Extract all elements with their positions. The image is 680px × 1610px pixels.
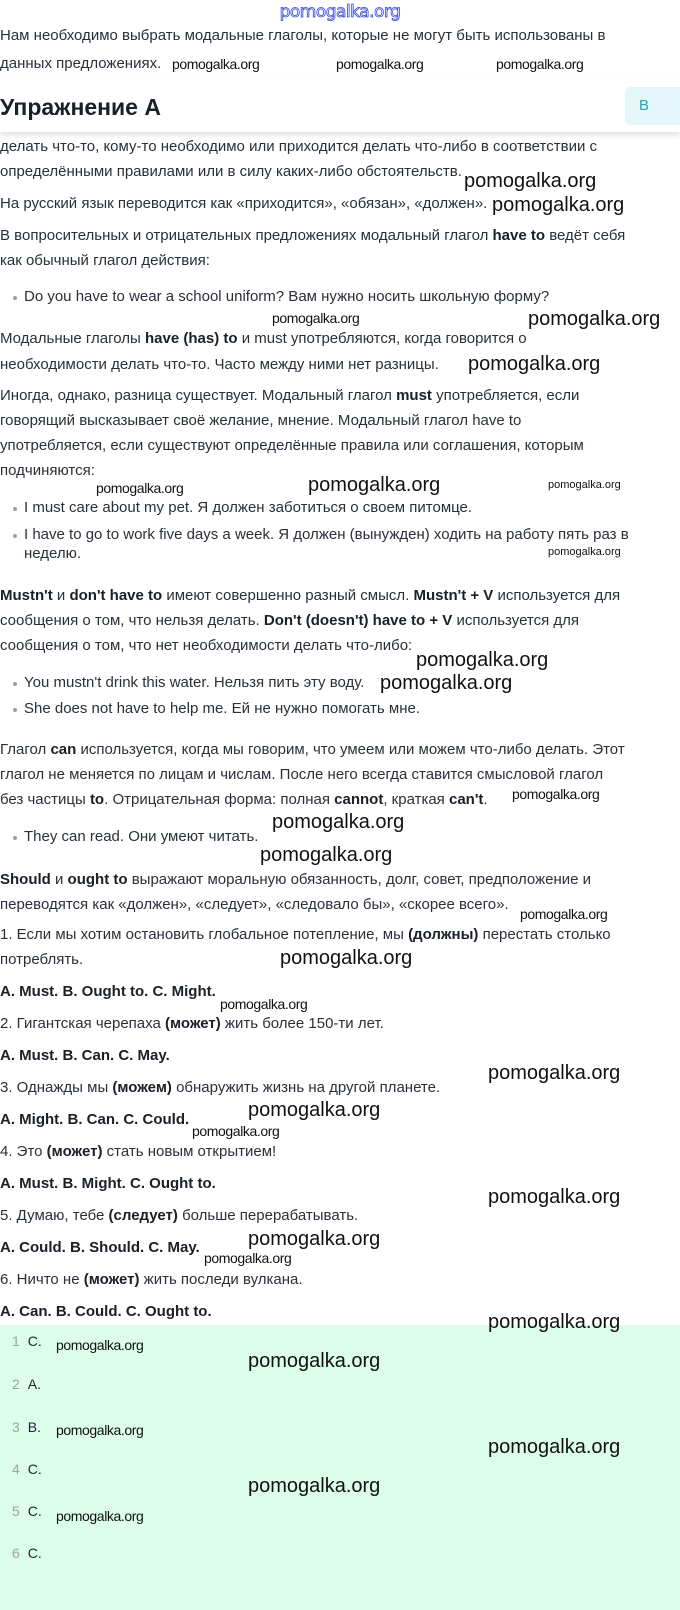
bold-text: don't have to [69, 587, 163, 604]
text: She does not have to help me. Ей не нужно помогать мне. [24, 700, 420, 717]
text: Do you have to wear a school uniform? Вам нужно носить школьную форму? [24, 288, 550, 305]
answer-item [12, 1332, 42, 1350]
intro-line: данных предложениях. [0, 55, 162, 72]
bold-text: cannot [334, 791, 384, 808]
bold-text: can [50, 741, 77, 758]
text: I must care about my pet. Я должен заботиться о своем питомце. [24, 499, 473, 516]
watermark: pomogalka.org [220, 996, 308, 1012]
text: сообщения о том, что нет необходимости делать что-либо: [0, 637, 413, 654]
text: используется для [452, 612, 580, 629]
watermark: pomogalka.org [512, 786, 600, 802]
text: потреблять. [0, 951, 84, 968]
text-line [0, 251, 210, 271]
answer-text: C. [27, 1333, 42, 1349]
text: имеют совершенно разный смысл. [162, 587, 414, 604]
watermark: pomogalka.org [528, 308, 661, 330]
bold-text: can't [448, 791, 484, 808]
bold-text: (должны) [408, 926, 479, 943]
text: употребляется, если существуют определённые правила или соглашения, которым [0, 437, 584, 454]
watermark: pomogalka.org [56, 1422, 144, 1438]
bold-text: A. Must. B. Can. C. May. [0, 1047, 170, 1064]
text: жить более 150-ти лет. [220, 1015, 384, 1032]
text-line [0, 950, 83, 970]
answer-item [12, 1544, 42, 1562]
text: Модальные глаголы [0, 330, 146, 347]
bold-text: ought to [67, 871, 128, 888]
text: . Отрицательная форма: полная [104, 791, 335, 808]
watermark: pomogalka.org [56, 1508, 144, 1524]
text: сообщения о том, что нельзя делать. [0, 612, 264, 629]
answer-text: C. [27, 1545, 42, 1561]
text: используется для [493, 587, 621, 604]
watermark: pomogalka.org [260, 844, 393, 866]
text-line [0, 461, 95, 481]
text-line [0, 1206, 358, 1226]
watermark: pomogalka.org [488, 1436, 621, 1458]
answer-item [12, 1460, 42, 1478]
text: и [52, 587, 70, 604]
text: переводятся как «должен», «следует», «следовало бы», «скорее всего». [0, 896, 509, 913]
bold-text: (может) [164, 1015, 221, 1032]
bullet-item [24, 673, 364, 693]
text: без частицы [0, 791, 90, 808]
answer-number: 6 [12, 1545, 20, 1561]
text: обнаружить жизнь на другой планете. [171, 1079, 441, 1096]
text-line [0, 1046, 170, 1066]
text-line [0, 1014, 384, 1034]
text-line [0, 194, 487, 214]
watermark: pomogalka.org [464, 170, 597, 192]
answer-number: 5 [12, 1503, 20, 1519]
bold-text: Mustn't + V [413, 587, 494, 604]
bold-text: (следует) [108, 1207, 178, 1224]
text: используется, когда мы говорим, что умеем или можем что-либо делать. Этот [76, 741, 625, 758]
text: 4. Это [0, 1143, 47, 1160]
bold-text: Should [0, 871, 51, 888]
watermark: pomogalka.org [280, 947, 413, 969]
text-line [0, 1302, 212, 1322]
watermark: pomogalka.org [336, 56, 424, 72]
bullet-item [24, 287, 549, 307]
bold-text: (можем) [112, 1079, 172, 1096]
text: неделю. [24, 545, 82, 562]
watermark: pomogalka.org [548, 546, 621, 558]
answer-item [12, 1375, 41, 1393]
bullet-item [24, 699, 420, 719]
watermark: pomogalka.org [488, 1062, 621, 1084]
watermark: pomogalka.org [520, 906, 608, 922]
text: употребляется, если [431, 387, 580, 404]
watermark: pomogalka.org [248, 1228, 381, 1250]
text-line [0, 436, 584, 456]
bold-text: to [89, 791, 105, 808]
watermark: pomogalka.org [496, 56, 584, 72]
text-line [0, 1174, 216, 1194]
watermark: pomogalka.org [56, 1337, 144, 1353]
answer-text: C. [27, 1461, 42, 1477]
watermark: pomogalka.org [492, 194, 625, 216]
text-line [0, 1078, 440, 1098]
bullet-item [24, 498, 472, 518]
text-line [0, 925, 611, 945]
bold-text: A. Can. B. Could. C. Ought to. [0, 1303, 212, 1320]
text-line [0, 611, 579, 631]
bold-text: have (has) to [145, 330, 238, 347]
bold-text: have to [492, 227, 546, 244]
text-line [24, 544, 81, 564]
text-line [0, 982, 216, 1002]
text: Глагол [0, 741, 51, 758]
text: . [483, 791, 488, 808]
bold-text: A. Could. B. Should. C. May. [0, 1239, 200, 1256]
text: You mustn't drink this water. Нельзя пить эту воду. [24, 674, 365, 691]
bold-text: A. Might. B. Can. C. Could. [0, 1111, 190, 1128]
answer-item [12, 1502, 42, 1520]
bullet-item [24, 827, 258, 847]
answer-item [12, 1418, 41, 1436]
text-line [0, 329, 527, 349]
bold-text: Don't (doesn't) have to + V [263, 612, 453, 629]
text: и [50, 871, 68, 888]
text: 1. Если мы хотим остановить глобальное потепление, мы [0, 926, 409, 943]
text-line [0, 636, 412, 656]
watermark: pomogalka.org [248, 1099, 381, 1121]
text-line [0, 386, 579, 406]
text-line [0, 1238, 200, 1258]
watermark: pomogalka.org [488, 1186, 621, 1208]
watermark: pomogalka.org [272, 811, 405, 833]
text: ведёт себя [545, 227, 626, 244]
watermark: pomogalka.org [172, 56, 260, 72]
watermark: pomogalka.org [548, 479, 621, 491]
text-line [0, 1142, 276, 1162]
watermark: pomogalka.org [248, 1350, 381, 1372]
text-line [0, 1270, 303, 1290]
text: В вопросительных и отрицательных предложениях модальный глагол [0, 227, 493, 244]
sticky-header [0, 80, 680, 132]
answer-number: 2 [12, 1376, 20, 1392]
text: перестать столько [478, 926, 611, 943]
text: делать что-то, кому-то необходимо или приходится делать что-либо в соответствии с [0, 138, 597, 155]
text: Иногда, однако, разница существует. Модальный глагол [0, 387, 397, 404]
answer-number: 1 [12, 1333, 20, 1349]
text-line [0, 765, 603, 785]
text: выражают моральную обязанность, долг, совет, предположение и [127, 871, 592, 888]
watermark: pomogalka.org [380, 672, 513, 694]
watermark: pomogalka.org [308, 474, 441, 496]
watermark: pomogalka.org [96, 480, 184, 496]
watermark: pomogalka.org [468, 353, 601, 375]
bold-text: (может) [83, 1271, 140, 1288]
text-line [0, 411, 521, 431]
answer-text: C. [27, 1503, 42, 1519]
text-line [0, 790, 488, 810]
text-line [0, 162, 462, 182]
text-line [0, 355, 439, 375]
text: 2. Гигантская черепаха [0, 1015, 165, 1032]
bold-text: A. Must. B. Ought to. C. Might. [0, 983, 216, 1000]
answer-text: A. [27, 1376, 42, 1392]
page-title: Упражнение А [0, 94, 161, 120]
watermark: pomogalka.org [272, 310, 360, 326]
watermark: pomogalka.org [488, 1311, 621, 1333]
text: глагол не меняется по лицам и числам. После него всегда ставится смысловой глагол [0, 766, 604, 783]
site-watermark: pomogalka.org [279, 2, 401, 22]
bold-text: (может) [46, 1143, 103, 1160]
text-line [0, 870, 591, 890]
watermark: pomogalka.org [204, 1250, 292, 1266]
intro-line: Нам необходимо выбрать модальные глаголы, которые не могут быть использованы в [0, 27, 606, 44]
variant-button[interactable]: В [625, 87, 680, 125]
text: больше перерабатывать. [177, 1207, 359, 1224]
answer-text: B. [27, 1419, 42, 1435]
bullet-item [24, 525, 629, 545]
text: 5. Думаю, тебе [0, 1207, 109, 1224]
text-line [0, 740, 625, 760]
answer-number: 4 [12, 1461, 20, 1477]
text: подчиняются: [0, 462, 95, 479]
text: необходимости делать что-то. Часто между ними нет разницы. [0, 356, 439, 373]
bold-text: Mustn't [0, 587, 53, 604]
text-line [0, 1110, 189, 1130]
bold-text: must [396, 387, 432, 404]
text: 6. Ничто не [0, 1271, 84, 1288]
text: I have to go to work five days a week. Я должен (вынужден) ходить на работу пять раз в [24, 526, 629, 543]
text: и must употребляются, когда говорится о [237, 330, 527, 347]
text: На русский язык переводится как «приходится», «обязан», «должен». [0, 195, 488, 212]
text: стать новым открытием! [102, 1143, 277, 1160]
text-line [0, 137, 597, 157]
text-line [0, 226, 625, 246]
text-line [0, 586, 620, 606]
text: 3. Однажды мы [0, 1079, 113, 1096]
bold-text: A. Must. B. Might. C. Ought to. [0, 1175, 216, 1192]
text: как обычный глагол действия: [0, 252, 210, 269]
text: , краткая [383, 791, 449, 808]
answer-number: 3 [12, 1419, 20, 1435]
watermark: pomogalka.org [416, 649, 549, 671]
text: говорящий высказывает своё желание, мнение. Модальный глагол have to [0, 412, 522, 429]
text: They can read. Они умеют читать. [24, 828, 259, 845]
watermark: pomogalka.org [192, 1123, 280, 1139]
watermark: pomogalka.org [248, 1475, 381, 1497]
text-line [0, 895, 509, 915]
text: определёнными правилами или в силу каких-либо обстоятельств. [0, 163, 462, 180]
text: жить последи вулкана. [139, 1271, 303, 1288]
